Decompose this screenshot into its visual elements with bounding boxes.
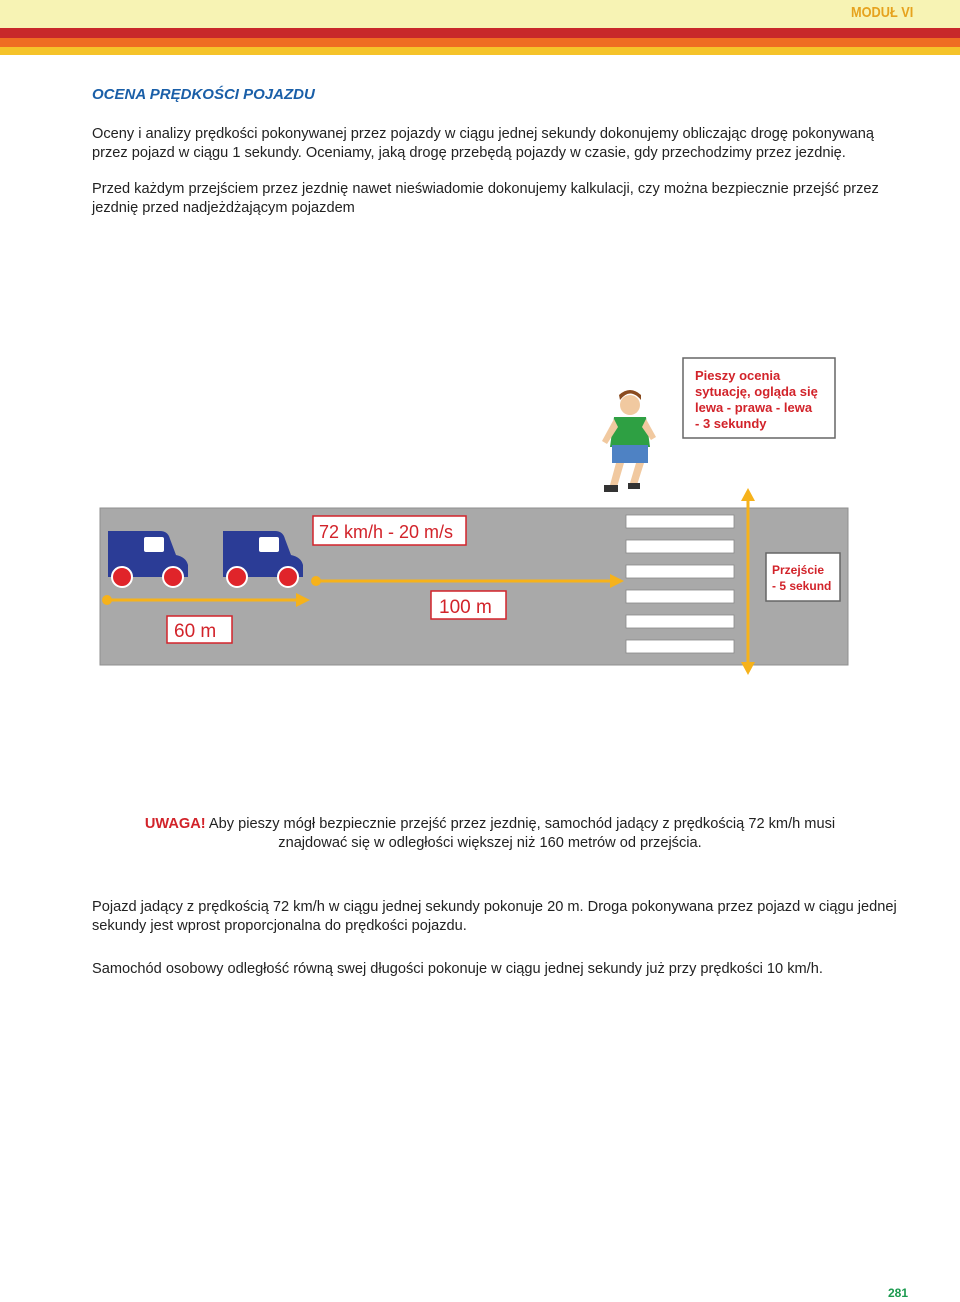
page-number: 281 (887, 1286, 908, 1300)
paragraph-intro: Oceny i analizy prędkości pokonywanej przez pojazdy w ciągu jednej sekundy dokonujemy obliczając drogę pokonywaną przez pojazd w ciągu 1 sekundy. Oceniamy, jaką drogę przebędą pojazdy w czasie, gdy przechodzimy przez jezdnię. (92, 126, 875, 161)
section-title: OCENA PRĘDKOŚCI POJAZDU (92, 86, 315, 103)
pedestrian-box-line-1: Pieszy ocenia (695, 368, 781, 383)
crossing-time-box (766, 553, 840, 601)
pedestrian-box-line-4: - 3 sekundy (695, 416, 767, 431)
paragraph-calculation: Przed każdym przejściem przez jezdnię nawet nieświadomie dokonujemy kalkulacji, czy można bezpiecznie przejść przez jezdnię przed nadjeżdżającym pojazdem (92, 181, 879, 216)
warning-text: Aby pieszy mógł bezpiecznie przejść przez jezdnię, samochód jadący z prędkością 72 km/h musi znajdować się w odległości większej niż 160 metrów od przejścia. (205, 816, 836, 851)
pedestrian-box-line-2: sytuację, ogląda się (695, 384, 818, 399)
pedestrian-box-line-3: lewa - prawa - lewa (695, 400, 813, 415)
header-bar (0, 0, 960, 28)
warning-label: UWAGA! (144, 816, 206, 832)
crossing-box-line-2: - 5 sekund (772, 579, 832, 593)
pedestrian-figure (602, 390, 656, 492)
header-stripe-orange (0, 38, 960, 47)
warning-note (120, 815, 860, 852)
distance-60-label (167, 616, 232, 643)
speed-label (313, 516, 466, 545)
crossing-box-line-1: Przejście (772, 563, 825, 577)
header-stripe-red (0, 28, 960, 38)
module-label: MODUŁ VI (850, 4, 913, 21)
header-stripe-yellow (0, 47, 960, 55)
paragraph-car-length: Samochód osobowy odległość równą swej długości pokonuje w ciągu jednej sekundy już przy prędkości 10 km/h. (92, 961, 823, 977)
road-crossing-illustration (90, 345, 860, 675)
pedestrian-info-box (683, 358, 835, 438)
paragraph-speed-distance: Pojazd jadący z prędkością 72 km/h w ciągu jednej sekundy pokonuje 20 m. Droga pokonywana przez pojazd w ciągu jednej sekundy jest wprost proporcjonalna do prędkości pojazdu. (92, 899, 897, 934)
svg-text:100 m: 100 m (439, 597, 492, 618)
distance-100-label (431, 591, 506, 619)
svg-text:60 m: 60 m (174, 621, 217, 642)
svg-text:72 km/h - 20 m/s: 72 km/h - 20 m/s (319, 522, 454, 542)
